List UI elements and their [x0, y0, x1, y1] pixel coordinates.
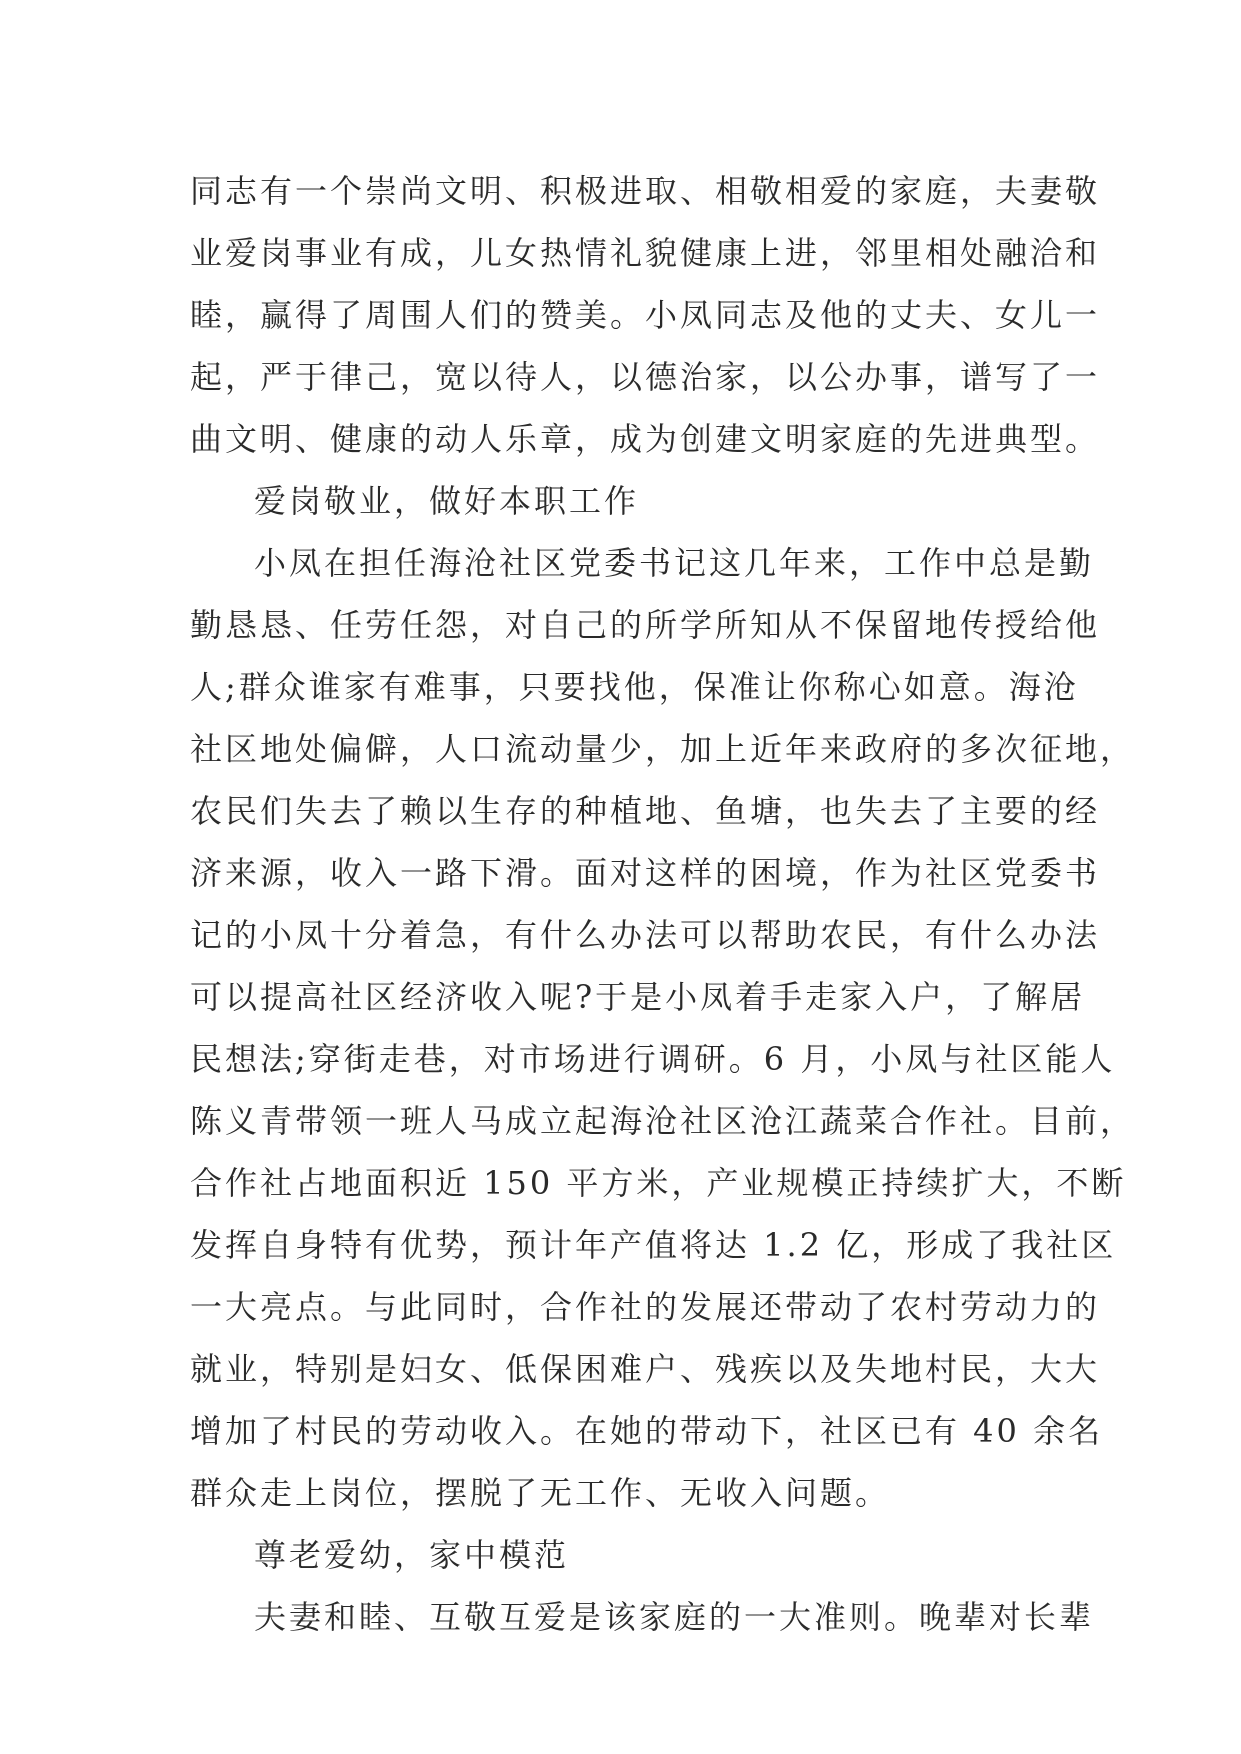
text-line: 人;群众谁家有难事，只要找他，保准让你称心如意。海沧 — [190, 668, 1079, 706]
text-line: 陈义青带领一班人马成立起海沧社区沧江蔬菜合作社。目前， — [190, 1102, 1136, 1140]
text-line: 社区地处偏僻，人口流动量少，加上近年来政府的多次征地， — [190, 730, 1136, 768]
text-line: 群众走上岗位，摆脱了无工作、无收入问题。 — [190, 1474, 891, 1512]
text-line: 发挥自身特有优势，预计年产值将达 1.2 亿，形成了我社区 — [190, 1226, 1117, 1264]
text-line: 就业，特别是妇女、低保困难户、残疾以及失地村民，大大 — [190, 1350, 1101, 1388]
text-line: 起，严于律己，宽以待人，以德治家，以公办事，谱写了一 — [190, 358, 1101, 396]
text-line: 记的小凤十分着急，有什么办法可以帮助农民，有什么办法 — [190, 916, 1101, 954]
text-line: 可以提高社区经济收入呢?于是小凤着手走家入户，了解居 — [190, 978, 1086, 1016]
text-line: 增加了村民的劳动收入。在她的带动下，社区已有 40 余名 — [190, 1412, 1104, 1450]
section-heading: 爱岗敬业，做好本职工作 — [254, 482, 640, 520]
text-line: 农民们失去了赖以生存的种植地、鱼塘，也失去了主要的经 — [190, 792, 1101, 830]
text-line: 勤恳恳、任劳任怨，对自己的所学所知从不保留地传授给他 — [190, 606, 1101, 644]
text-line: 睦，赢得了周围人们的赞美。小凤同志及他的丈夫、女儿一 — [190, 296, 1101, 334]
paragraph-first-line: 夫妻和睦、互敬互爱是该家庭的一大准则。晚辈对长辈 — [254, 1598, 1095, 1636]
text-line: 同志有一个崇尚文明、积极进取、相敬相爱的家庭，夫妻敬 — [190, 172, 1101, 210]
text-line: 业爱岗事业有成，儿女热情礼貌健康上进，邻里相处融洽和 — [190, 234, 1101, 272]
text-line: 合作社占地面积近 150 平方米，产业规模正持续扩大，不断 — [190, 1164, 1127, 1202]
section-heading: 尊老爱幼，家中模范 — [254, 1536, 570, 1574]
text-line: 曲文明、健康的动人乐章，成为创建文明家庭的先进典型。 — [190, 420, 1101, 458]
text-line: 一大亮点。与此同时，合作社的发展还带动了农村劳动力的 — [190, 1288, 1101, 1326]
text-line: 民想法;穿街走巷，对市场进行调研。6 月，小凤与社区能人 — [190, 1040, 1116, 1078]
document-body — [190, 160, 1136, 1648]
paragraph-first-line: 小凤在担任海沧社区党委书记这几年来，工作中总是勤 — [254, 544, 1095, 582]
text-line: 济来源，收入一路下滑。面对这样的困境，作为社区党委书 — [190, 854, 1101, 892]
